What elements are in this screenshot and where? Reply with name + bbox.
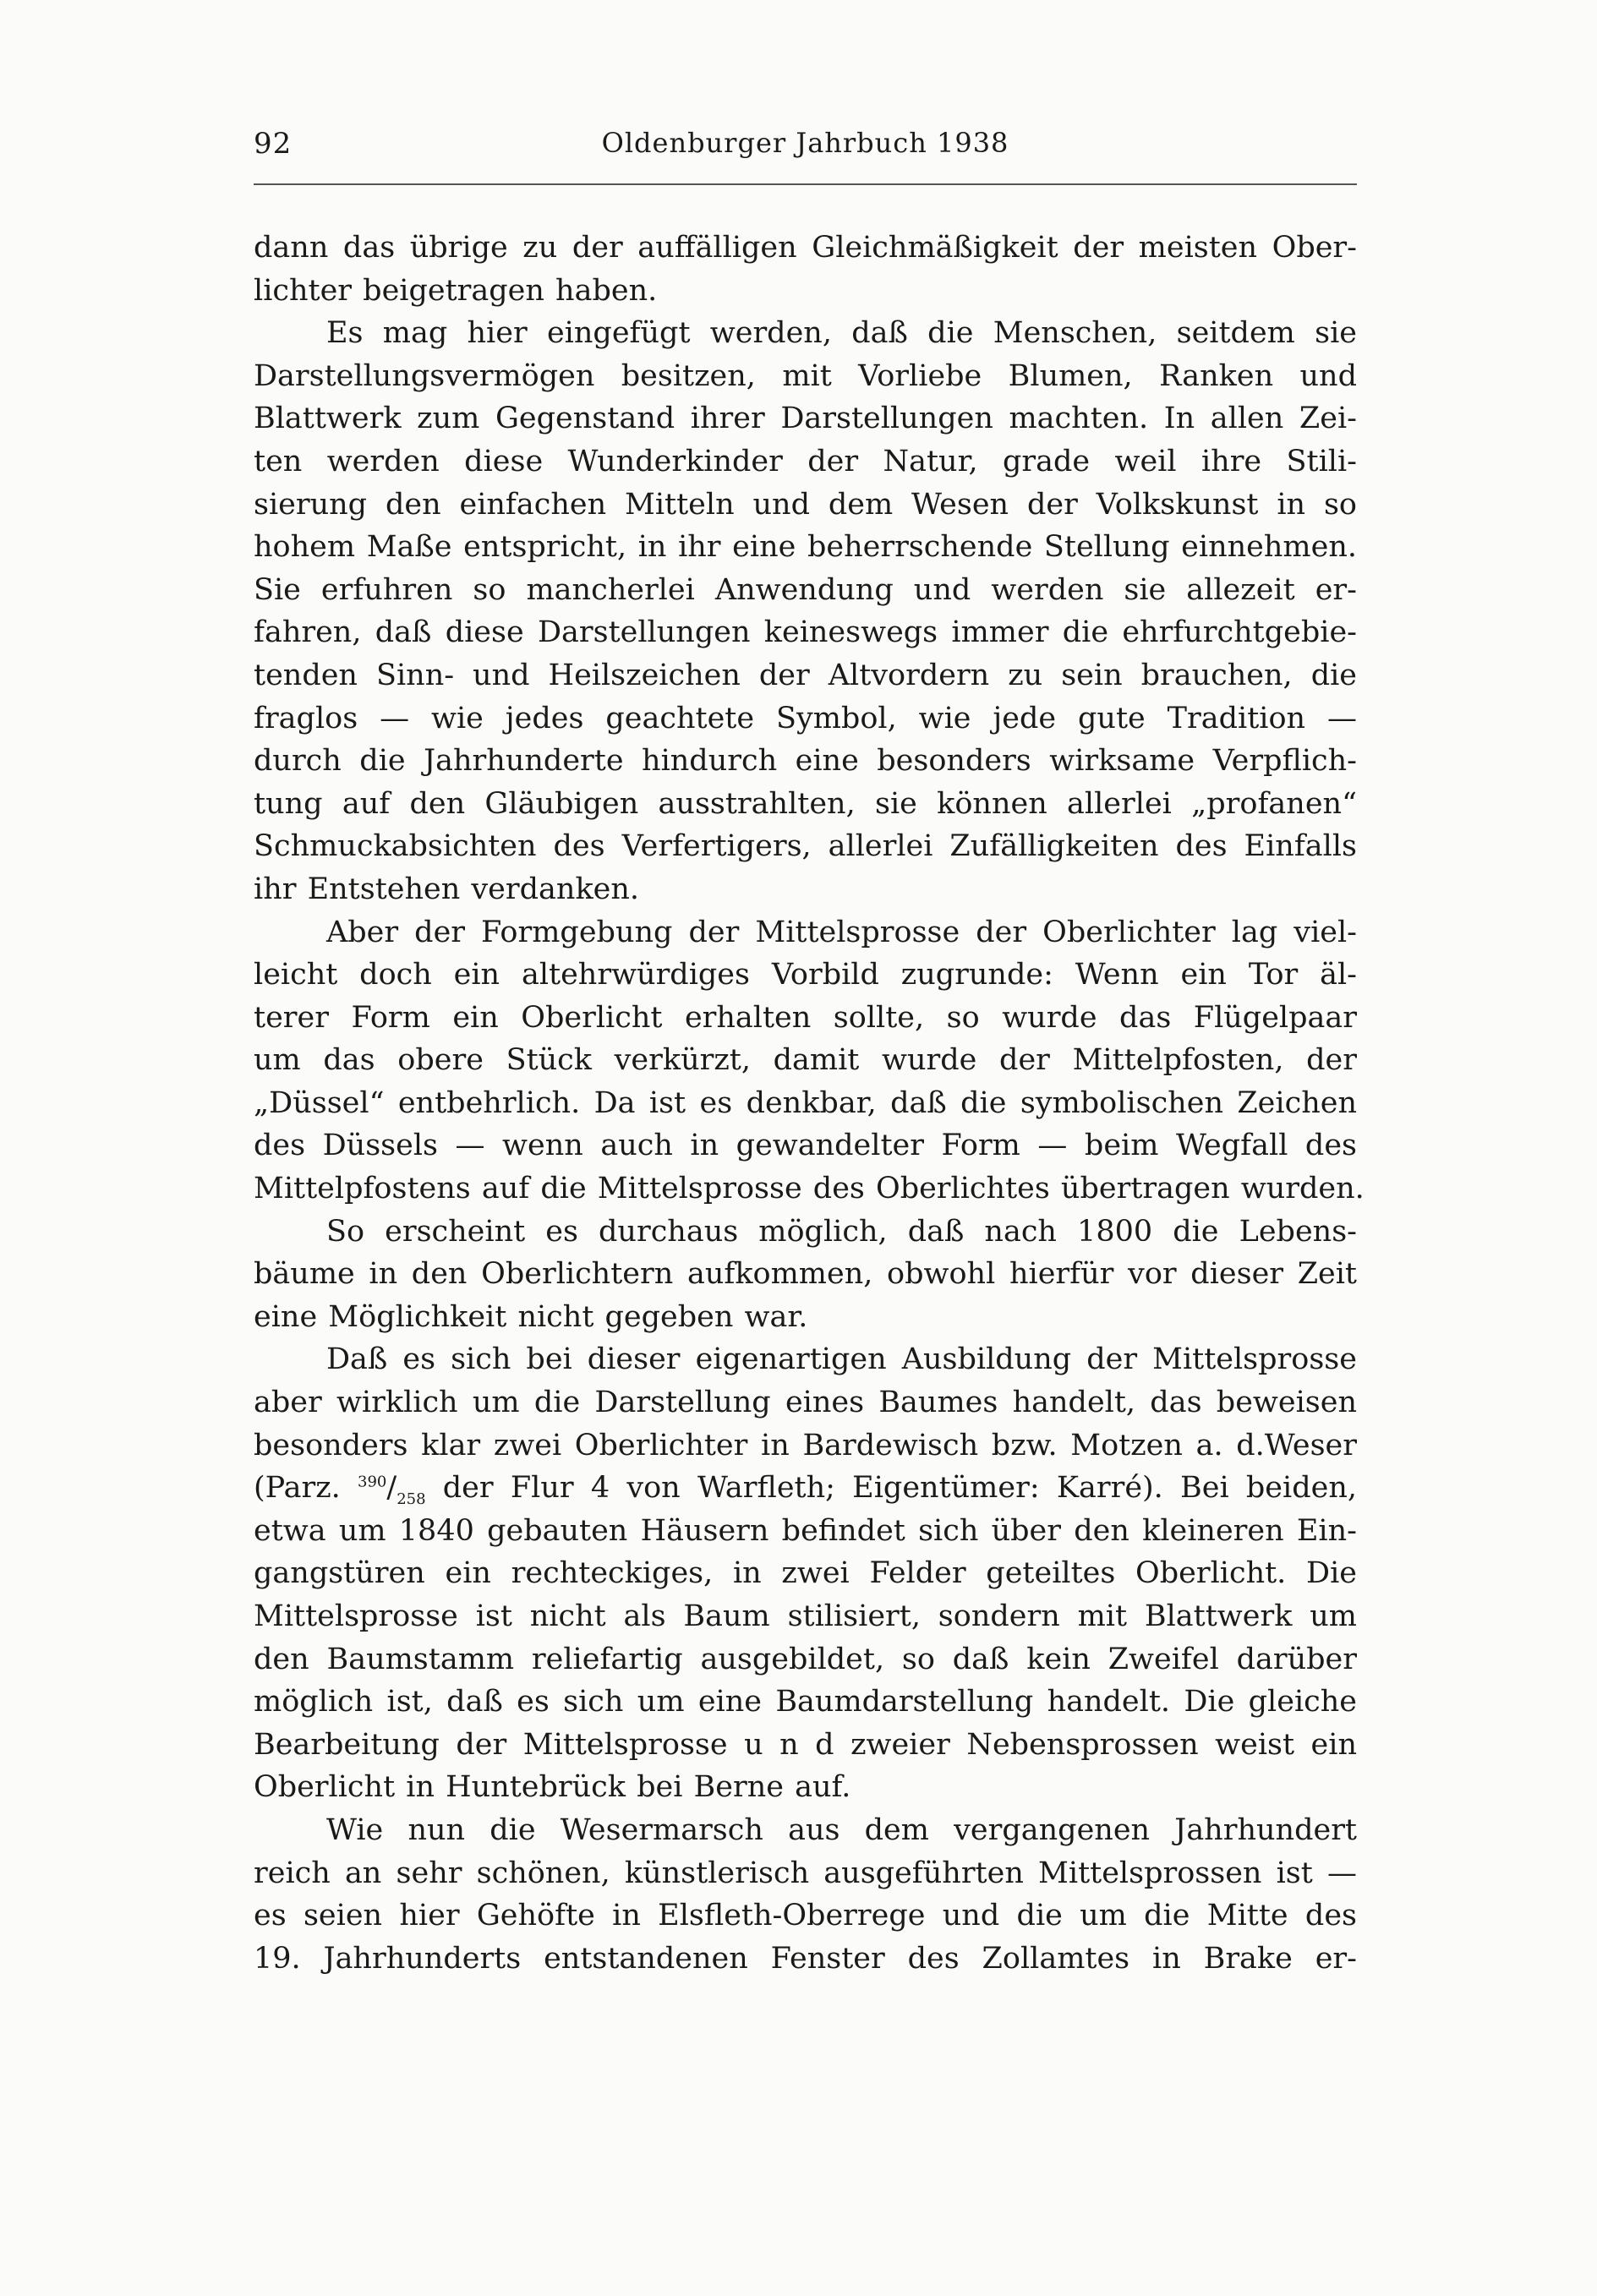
text-line: tung auf den Gläubigen ausstrahlten, sie können allerlei „profanen“ (254, 786, 1357, 821)
text-line: Sie erfuhren so mancherlei Anwendung und werden sie allezeit er- (254, 572, 1357, 607)
text-line: leicht doch ein altehrwürdiges Vorbild zugrunde: Wenn ein Tor äl- (254, 958, 1357, 992)
text-line: etwa um 1840 gebauten Häusern befindet sich über den kleineren Ein- (254, 1513, 1357, 1548)
parz-slash: / (386, 1471, 397, 1506)
text-line: Darstellungsvermögen besitzen, mit Vorliebe Blumen, Ranken und (254, 358, 1357, 393)
body-text (254, 227, 1365, 1980)
text-line: den Baumstamm reliefartig ausgebildet, so daß kein Zweifel darüber (254, 1642, 1357, 1676)
text-line: es seien hier Gehöfte in Elsfleth-Oberrege und die um die Mitte des (254, 1899, 1357, 1933)
text-line: Schmuckabsichten des Verfertigers, allerlei Zufälligkeiten des Einfalls (254, 829, 1357, 864)
text-line: „Düssel“ entbehrlich. Da ist es denkbar, daß die symbolischen Zeichen (254, 1085, 1357, 1120)
text-line: möglich ist, daß es sich um eine Baumdarstellung handelt. Die gleiche (254, 1685, 1357, 1719)
text-line: ten werden diese Wunderkinder der Natur, grade weil ihre Stili- (254, 444, 1357, 478)
page-number: 92 (254, 127, 293, 161)
text-line: dann das übrige zu der auffälligen Gleichmäßigkeit der meisten Ober- (254, 231, 1357, 265)
text-line: fraglos — wie jedes geachtete Symbol, wie jede gute Tradition — (254, 701, 1357, 735)
header-rule (254, 183, 1357, 185)
text-line: Daß es sich bei dieser eigenartigen Ausbildung der Mittelsprosse (326, 1342, 1357, 1377)
text-line: sierung den einfachen Mitteln und dem Wesen der Volkskunst in so (254, 487, 1357, 522)
text-line: ihr Entstehen verdanken. (254, 872, 640, 906)
text-line: um das obere Stück verkürzt, damit wurde der Mittelpfosten, der (254, 1043, 1357, 1078)
text-line: lichter beigetragen haben. (254, 273, 658, 308)
text-line: So erscheint es durchaus möglich, daß nach 1800 die Lebens- (326, 1214, 1357, 1249)
text-line: Es mag hier eingefügt werden, daß die Menschen, seitdem sie (326, 316, 1357, 351)
parz-text-before: (Parz. (254, 1471, 358, 1506)
parz-text-after: der Flur 4 von Warfleth; Eigentümer: Karré). Bei beiden, (425, 1471, 1357, 1506)
text-line (254, 1467, 1357, 1510)
text-line: reich an sehr schönen, künstlerisch ausgeführten Mittelsprossen ist — (254, 1856, 1357, 1890)
text-line: fahren, daß diese Darstellungen keineswegs immer die ehrfurchtgebie- (254, 615, 1357, 650)
page-header (254, 127, 1357, 178)
text-line: des Düssels — wenn auch in gewandelter Form — beim Wegfall des (254, 1129, 1357, 1163)
text-line: gangstüren ein rechteckiges, in zwei Felder geteiltes Oberlicht. Die (254, 1556, 1357, 1591)
text-line: durch die Jahrhunderte hindurch eine besonders wirksame Verpflich- (254, 744, 1357, 779)
text-line: terer Form ein Oberlicht erhalten sollte, so wurde das Flügelpaar (254, 1000, 1357, 1035)
text-line: Mittelpfostens auf die Mittelsprosse des Oberlichtes übertragen wurden. (254, 1172, 1365, 1206)
text-line: bäume in den Oberlichtern aufkommen, obwohl hierfür vor dieser Zeit (254, 1257, 1357, 1292)
text-line: Aber der Formgebung der Mittelsprosse der Oberlichter lag viel- (326, 915, 1357, 949)
text-line: Bearbeitung der Mittelsprosse u n d zweier Nebensprossen weist ein (254, 1727, 1357, 1762)
text-line: besonders klar zwei Oberlichter in Bardewisch bzw. Motzen a. d.Weser (254, 1428, 1357, 1462)
text-line: 19. Jahrhunderts entstandenen Fenster des Zollamtes in Brake er- (254, 1941, 1357, 1976)
text-line: eine Möglichkeit nicht gegeben war. (254, 1299, 808, 1334)
parz-superscript: 390 (358, 1473, 387, 1491)
text-line: Wie nun die Wesermarsch aus dem vergangenen Jahrhundert (326, 1812, 1357, 1847)
text-line: aber wirklich um die Darstellung eines Baumes handelt, das beweisen (254, 1386, 1357, 1420)
text-line: tenden Sinn- und Heilszeichen der Altvordern zu sein brauchen, die (254, 658, 1357, 692)
text-line: Mittelsprosse ist nicht als Baum stilisiert, sondern mit Blattwerk um (254, 1599, 1357, 1633)
running-title: Oldenburger Jahrbuch 1938 (601, 127, 1009, 159)
parz-subscript: 258 (397, 1490, 426, 1509)
text-line: Blattwerk zum Gegenstand ihrer Darstellungen machten. In allen Zei- (254, 402, 1357, 436)
text-line: hohem Maße entspricht, in ihr eine beherrschende Stellung einnehmen. (254, 530, 1357, 565)
text-line: Oberlicht in Huntebrück bei Berne auf. (254, 1770, 851, 1805)
